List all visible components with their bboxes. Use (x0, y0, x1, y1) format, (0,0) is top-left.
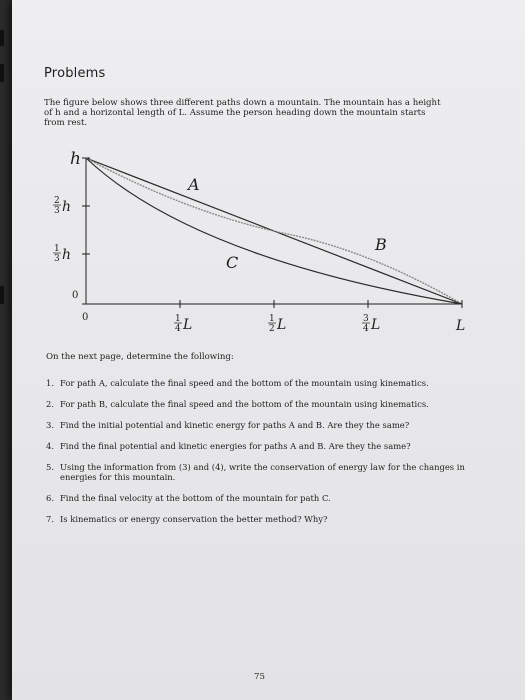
mountain-paths-figure (42, 140, 482, 340)
x-tick-label-l: L (456, 318, 466, 334)
binder-edge-mark (0, 30, 4, 46)
binder-edge-mark (0, 286, 4, 304)
frac-numerator: 3 (363, 314, 369, 324)
question-text: Find the initial potential and kinetic energy for paths A and B. Are they the same? (60, 420, 410, 430)
question-list (46, 378, 496, 535)
question-text: For path A, calculate the final speed and the bottom of the mountain using kinematics. (60, 378, 429, 388)
page-number: 75 (254, 672, 265, 682)
frac-denominator: 2 (269, 324, 275, 334)
y-tick-label-two-thirds (53, 196, 71, 216)
path-label-a: A (188, 175, 200, 194)
binder-edge-mark (0, 64, 4, 82)
page-heading: Problems (44, 66, 106, 81)
question-text: For path B, calculate the final speed and the bottom of the mountain using kinematics. (60, 399, 429, 409)
list-item (46, 441, 496, 451)
x-tick-label-three-quarters (362, 314, 380, 334)
list-item (46, 493, 496, 503)
question-number: 2. (46, 399, 54, 409)
frac-numerator: 1 (175, 314, 181, 324)
textbook-page (12, 0, 525, 700)
intro-line: The figure below shows three different paths down a mountain. The mountain has a height (44, 98, 441, 108)
frac-denominator: 4 (363, 324, 369, 334)
y-axis-label: h (70, 149, 81, 169)
list-item (46, 514, 496, 524)
question-number: 3. (46, 420, 54, 430)
intro-line: from rest. (44, 118, 88, 128)
question-number: 1. (46, 378, 54, 388)
l-symbol: L (183, 317, 193, 333)
question-text: Is kinematics or energy conservation the better method? Why? (60, 514, 328, 524)
question-number: 4. (46, 441, 54, 451)
path-label-b: B (375, 235, 387, 254)
question-number: 5. (46, 462, 54, 472)
frac-denominator: 3 (54, 206, 60, 216)
question-number: 7. (46, 514, 54, 524)
frac-numerator: 1 (54, 244, 60, 254)
x-tick-label-quarter (174, 314, 192, 334)
question-text: Find the final velocity at the bottom of the mountain for path C. (60, 493, 331, 503)
y-tick-label-one-third (53, 244, 71, 264)
frac-numerator: 2 (54, 196, 60, 206)
frac-numerator: 1 (269, 314, 275, 324)
frac-denominator: 4 (175, 324, 181, 334)
x-tick-label-half (268, 314, 286, 334)
question-text: Using the information from (3) and (4), write the conservation of energy law for the changes in energies for this mountain. (60, 462, 465, 482)
path-label-c: C (226, 253, 239, 272)
y-tick-label-zero: 0 (72, 290, 79, 301)
x-tick-label-zero: 0 (82, 312, 89, 323)
list-item (46, 399, 496, 409)
question-text: Find the final potential and kinetic energies for paths A and B. Are they the same? (60, 441, 411, 451)
l-symbol: L (277, 317, 287, 333)
h-symbol: h (62, 247, 72, 263)
problem-intro (44, 98, 484, 128)
h-symbol: h (62, 199, 72, 215)
list-item (46, 420, 496, 430)
follow-up-instruction: On the next page, determine the following: (46, 352, 234, 362)
list-item (46, 462, 496, 482)
question-number: 6. (46, 493, 54, 503)
intro-line: of h and a horizontal length of L. Assume the person heading down the mountain starts (44, 108, 426, 118)
l-symbol: L (371, 317, 381, 333)
list-item (46, 378, 496, 388)
frac-denominator: 3 (54, 254, 60, 264)
